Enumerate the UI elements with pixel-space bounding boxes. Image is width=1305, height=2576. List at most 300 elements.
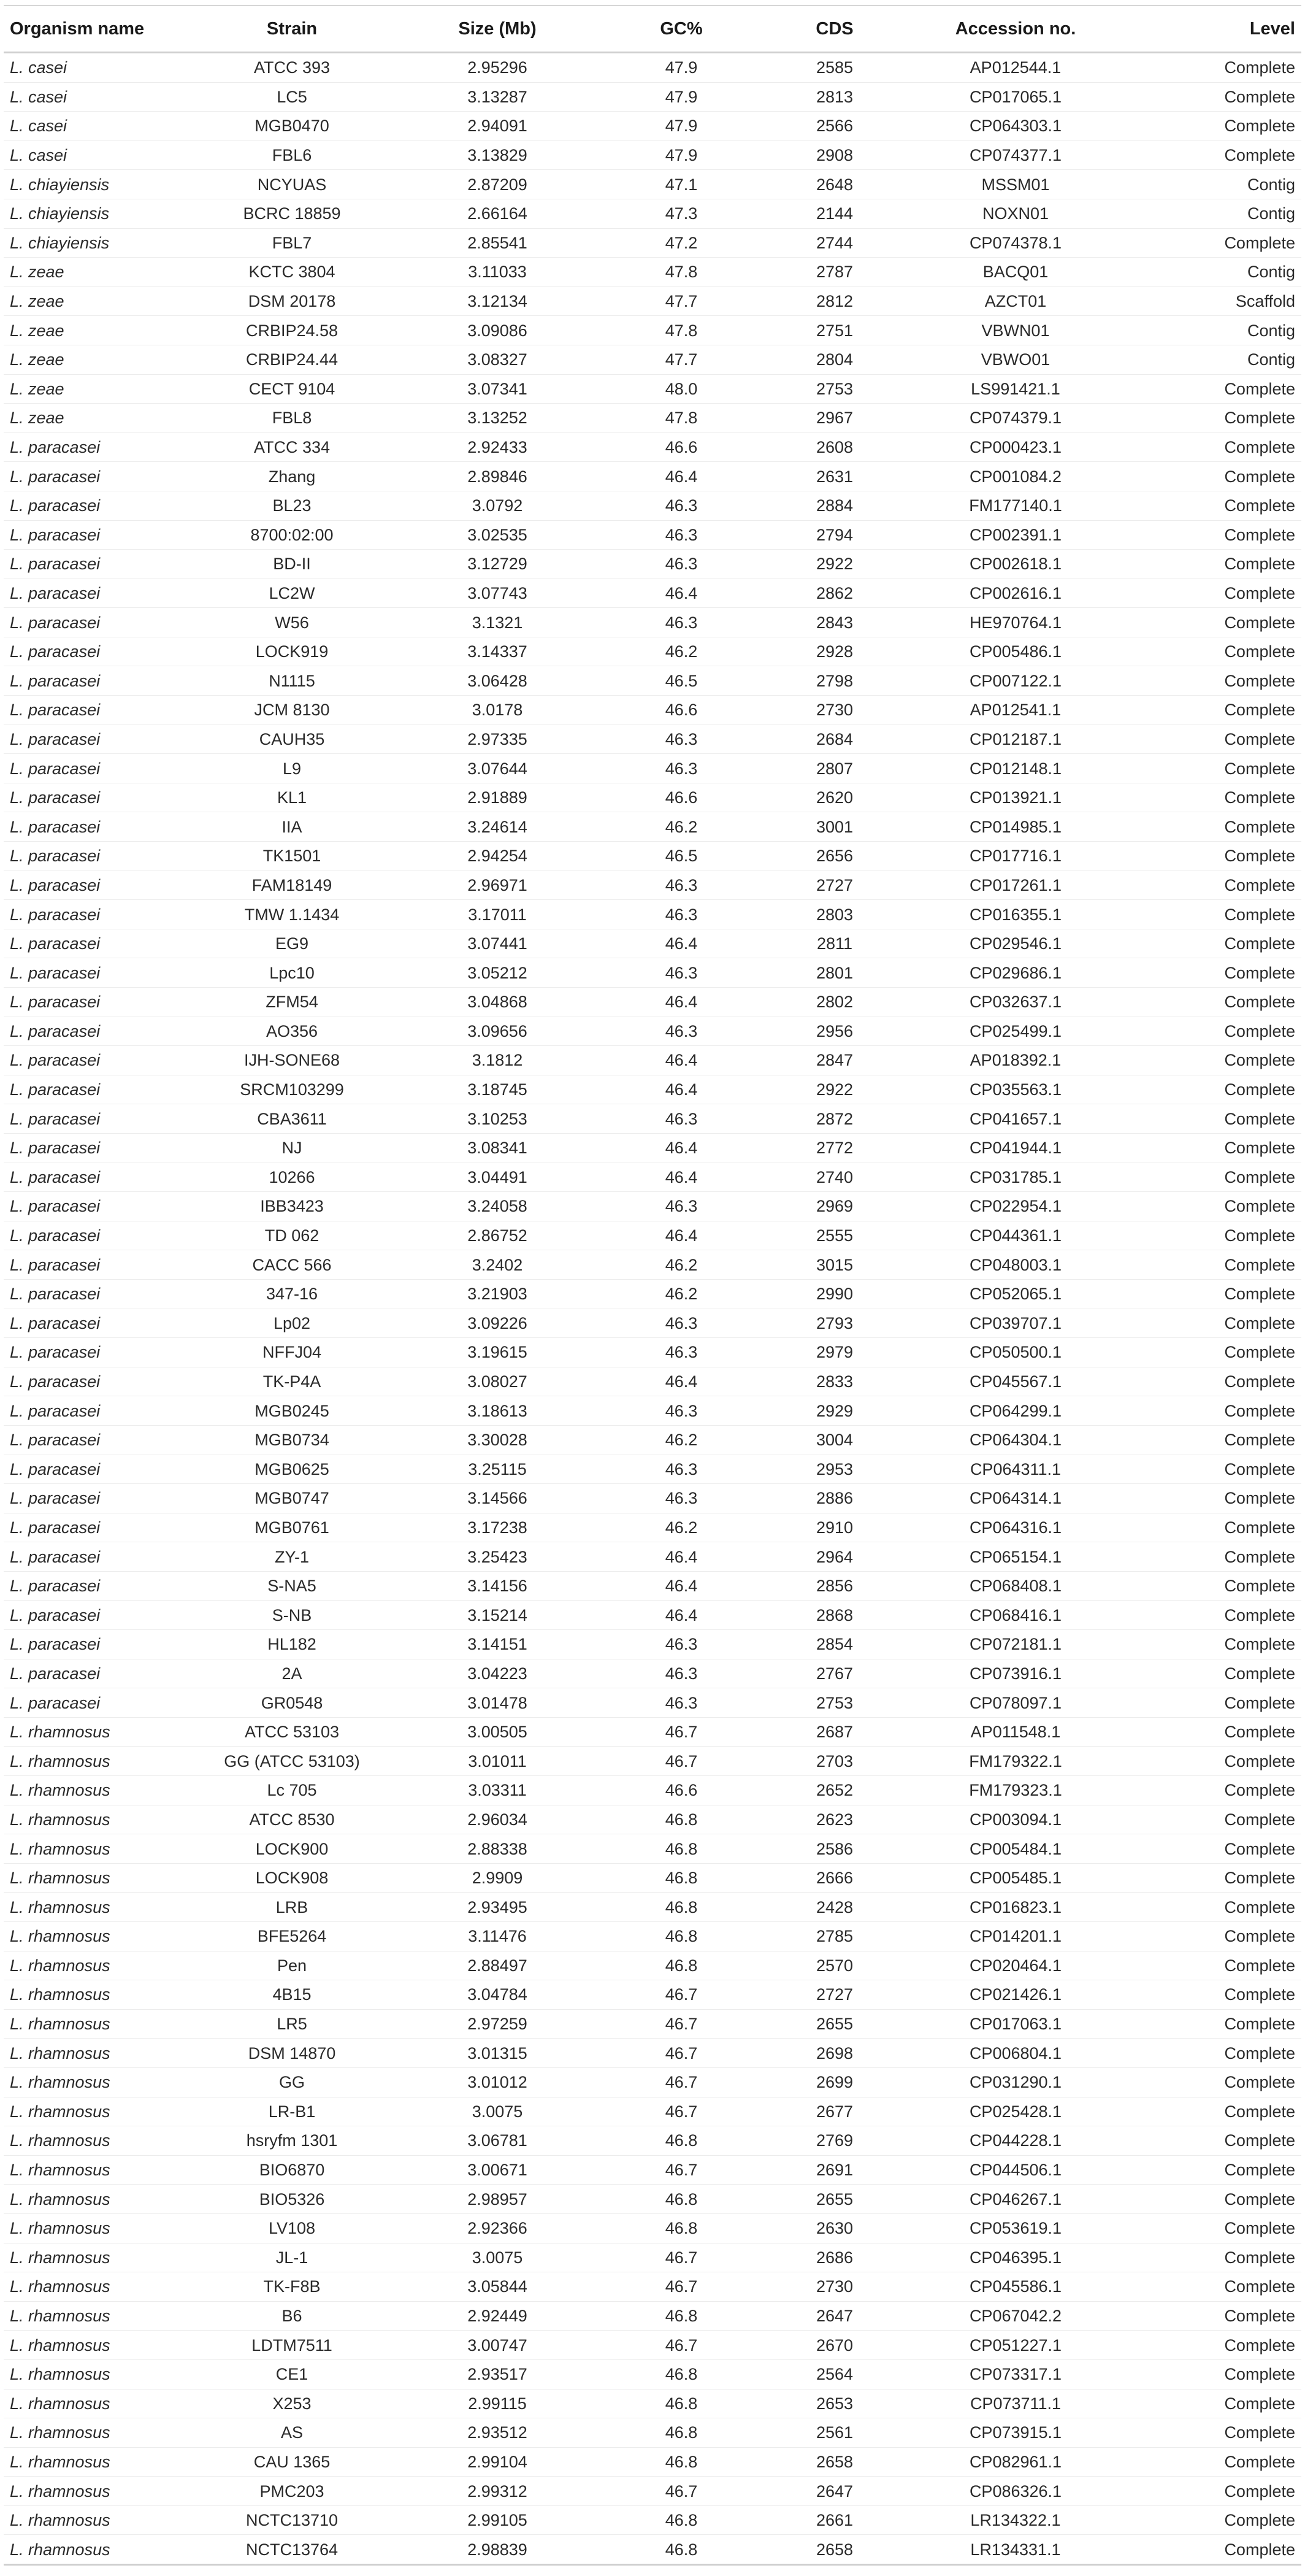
cell-strain: 4B15	[272, 1985, 312, 2004]
cell-accession: CP012148.1	[969, 759, 1062, 778]
cell-level: Complete	[1224, 409, 1295, 428]
cell-cds: 2802	[816, 993, 854, 1012]
cell-accession: CP035563.1	[969, 1080, 1062, 1099]
table-row	[4, 812, 1301, 842]
table-row	[4, 608, 1301, 637]
cell-cds: 2928	[816, 642, 854, 661]
cell-level: Complete	[1224, 1021, 1295, 1040]
cell-accession: CP005485.1	[969, 1869, 1062, 1888]
cell-organism: L. chiayiensis	[10, 204, 110, 223]
cell-level: Complete	[1224, 2190, 1295, 2209]
table-body	[4, 53, 1301, 2565]
cell-strain: NCTC13710	[245, 2511, 339, 2530]
cell-gc: 46.3	[665, 759, 698, 778]
cell-organism: L. paracasei	[10, 1372, 101, 1391]
cell-cds: 2699	[816, 2073, 854, 2092]
cell-level: Complete	[1224, 58, 1295, 77]
cell-level: Complete	[1224, 613, 1295, 632]
cell-gc: 47.9	[665, 58, 698, 77]
cell-cds: 2862	[816, 583, 854, 602]
cell-strain: NFFJ04	[262, 1343, 322, 1362]
cell-organism: L. paracasei	[10, 1343, 101, 1362]
table-row	[4, 462, 1301, 491]
cell-level: Contig	[1247, 204, 1295, 223]
cell-strain: SRCM103299	[240, 1080, 344, 1099]
cell-accession: CP002616.1	[969, 583, 1062, 602]
cell-accession: CP072181.1	[969, 1635, 1062, 1654]
cell-cds: 2666	[816, 1869, 854, 1888]
cell-size: 3.01478	[467, 1693, 527, 1712]
cell-gc: 46.2	[665, 1431, 698, 1450]
cell-cds: 2727	[816, 875, 854, 894]
cell-size: 3.08027	[467, 1372, 527, 1391]
cell-accession: CP064311.1	[970, 1459, 1062, 1478]
table-row	[4, 1163, 1301, 1192]
table-row	[4, 1630, 1301, 1659]
cell-level: Complete	[1224, 1927, 1295, 1946]
cell-strain: DSM 20178	[248, 292, 336, 311]
cell-cds: 2655	[816, 2015, 854, 2034]
table-row	[4, 2272, 1301, 2302]
cell-level: Complete	[1224, 1167, 1295, 1186]
table-row	[4, 871, 1301, 900]
cell-size: 3.17011	[468, 905, 527, 924]
cell-accession: CP031290.1	[969, 2073, 1062, 2092]
cell-organism: L. rhamnosus	[10, 1751, 110, 1771]
header-row	[4, 6, 1301, 53]
cell-size: 3.0792	[472, 496, 523, 515]
cell-accession: CP016823.1	[969, 1897, 1062, 1917]
cell-gc: 46.8	[665, 1810, 698, 1829]
cell-accession: CP003094.1	[969, 1810, 1062, 1829]
table-row	[4, 1338, 1301, 1367]
cell-gc: 46.8	[665, 1897, 698, 1917]
cell-size: 2.99312	[467, 2482, 527, 2501]
cell-accession: CP002618.1	[969, 555, 1062, 574]
cell-gc: 46.3	[665, 1459, 698, 1478]
cell-strain: BCRC 18859	[243, 204, 341, 223]
cell-strain: TK-F8B	[263, 2277, 321, 2296]
cell-gc: 46.4	[665, 1547, 698, 1566]
cell-strain: ZFM54	[266, 993, 318, 1012]
cell-level: Complete	[1224, 2073, 1295, 2092]
cell-size: 3.01012	[467, 2073, 527, 2092]
cell-gc: 47.7	[665, 350, 698, 369]
cell-size: 3.10253	[467, 1109, 527, 1128]
table-row	[4, 1776, 1301, 1805]
cell-strain: LC5	[277, 87, 307, 106]
cell-organism: L. zeae	[10, 409, 64, 428]
cell-organism: L. paracasei	[10, 1313, 101, 1332]
cell-cds: 2703	[816, 1751, 854, 1771]
cell-accession: CP074377.1	[969, 146, 1062, 165]
cell-organism: L. rhamnosus	[10, 2043, 110, 2063]
cell-level: Contig	[1247, 263, 1295, 282]
cell-cds: 2670	[816, 2336, 854, 2355]
cell-accession: AZCT01	[984, 292, 1047, 311]
cell-level: Complete	[1224, 525, 1295, 544]
cell-cds: 2144	[816, 204, 854, 223]
cell-level: Complete	[1224, 2219, 1295, 2238]
table-row	[4, 2067, 1301, 2097]
cell-accession: LR134331.1	[970, 2540, 1061, 2559]
cell-accession: CP045586.1	[969, 2277, 1062, 2296]
cell-strain: GG	[278, 2073, 305, 2092]
cell-gc: 46.8	[665, 2540, 698, 2559]
table-row	[4, 1922, 1301, 1951]
cell-cds: 2793	[816, 1313, 854, 1332]
cell-level: Complete	[1224, 233, 1295, 252]
cell-accession: NOXN01	[982, 204, 1049, 223]
cell-accession: CP013921.1	[969, 788, 1062, 807]
cell-organism: L. paracasei	[10, 847, 101, 866]
cell-gc: 46.8	[665, 2131, 698, 2150]
cell-accession: CP074378.1	[969, 233, 1062, 252]
table-row	[4, 1104, 1301, 1134]
cell-size: 3.25115	[468, 1459, 527, 1478]
cell-size: 3.07644	[467, 759, 527, 778]
table-row	[4, 783, 1301, 812]
cell-accession: CP052065.1	[969, 1285, 1062, 1304]
table-row	[4, 199, 1301, 228]
cell-organism: L. zeae	[10, 321, 64, 340]
cell-strain: FAM18149	[251, 875, 332, 894]
cell-size: 3.09656	[467, 1021, 527, 1040]
cell-accession: CP025428.1	[969, 2102, 1062, 2121]
cell-gc: 46.2	[665, 1255, 698, 1274]
cell-level: Complete	[1224, 847, 1295, 866]
cell-gc: 46.4	[665, 993, 698, 1012]
cell-organism: L. paracasei	[10, 993, 101, 1012]
table-row	[4, 2097, 1301, 2126]
cell-cds: 2740	[816, 1167, 854, 1186]
cell-accession: CP001084.2	[969, 467, 1062, 486]
cell-gc: 46.2	[665, 817, 698, 836]
cell-strain: LR5	[277, 2015, 307, 2034]
cell-strain: ATCC 393	[253, 58, 331, 77]
table-row	[4, 2301, 1301, 2331]
cell-accession: AP011548.1	[970, 1723, 1061, 1742]
table-row	[4, 842, 1301, 871]
table-row	[4, 1601, 1301, 1630]
table-row	[4, 900, 1301, 929]
cell-cds: 2561	[816, 2423, 854, 2442]
cell-strain: CAUH35	[259, 729, 325, 748]
cell-strain: MGB0625	[254, 1459, 329, 1478]
cell-cds: 2803	[816, 905, 854, 924]
cell-strain: CRBIP24.44	[245, 350, 339, 369]
cell-level: Complete	[1224, 1313, 1295, 1332]
cell-size: 3.11476	[468, 1927, 527, 1946]
cell-accession: CP064314.1	[969, 1489, 1062, 1508]
cell-size: 2.88338	[467, 1839, 527, 1858]
cell-organism: L. paracasei	[10, 1197, 101, 1216]
table-row	[4, 929, 1301, 958]
cell-cds: 2856	[816, 1577, 854, 1596]
cell-cds: 2956	[816, 1021, 854, 1040]
cell-strain: MGB0470	[254, 117, 329, 136]
cell-size: 3.04784	[467, 1985, 527, 2004]
cell-level: Contig	[1247, 175, 1295, 194]
cell-gc: 46.7	[665, 2277, 698, 2296]
table-row	[4, 2359, 1301, 2389]
cell-accession: CP082961.1	[969, 2452, 1062, 2471]
cell-size: 2.99105	[467, 2511, 527, 2530]
column-header-level: Level	[1120, 6, 1301, 53]
cell-cds: 2910	[816, 1518, 854, 1537]
table-row	[4, 1017, 1301, 1046]
cell-gc: 46.8	[665, 2307, 698, 2326]
cell-cds: 2922	[816, 555, 854, 574]
cell-level: Complete	[1224, 438, 1295, 457]
cell-level: Complete	[1224, 1051, 1295, 1070]
cell-level: Contig	[1247, 321, 1295, 340]
cell-gc: 47.9	[665, 87, 698, 106]
table-row	[4, 2505, 1301, 2535]
cell-accession: CP025499.1	[969, 1021, 1062, 1040]
cell-cds: 2730	[816, 2277, 854, 2296]
cell-cds: 2428	[816, 1897, 854, 1917]
cell-level: Complete	[1224, 1109, 1295, 1128]
cell-size: 2.87209	[467, 175, 527, 194]
cell-organism: L. casei	[10, 58, 67, 77]
cell-gc: 46.4	[665, 1051, 698, 1070]
cell-organism: L. paracasei	[10, 438, 101, 457]
cell-organism: L. paracasei	[10, 905, 101, 924]
cell-organism: L. rhamnosus	[10, 1927, 110, 1946]
cell-accession: CP046395.1	[969, 2248, 1062, 2267]
cell-size: 3.24058	[467, 1197, 527, 1216]
cell-strain: hsryfm 1301	[246, 2131, 338, 2150]
cell-cds: 2585	[816, 58, 854, 77]
table-row	[4, 1309, 1301, 1338]
cell-cds: 2620	[816, 788, 854, 807]
cell-size: 3.25423	[467, 1547, 527, 1566]
cell-level: Complete	[1224, 2511, 1295, 2530]
cell-organism: L. paracasei	[10, 642, 101, 661]
cell-organism: L. zeae	[10, 350, 64, 369]
cell-gc: 46.3	[665, 496, 698, 515]
cell-strain: TD 062	[264, 1226, 320, 1245]
cell-size: 3.09086	[467, 321, 527, 340]
cell-level: Complete	[1224, 1459, 1295, 1478]
cell-size: 3.14337	[467, 642, 527, 661]
cell-accession: CP068416.1	[969, 1605, 1062, 1624]
cell-gc: 46.3	[665, 1664, 698, 1683]
cell-level: Complete	[1224, 2365, 1295, 2384]
cell-organism: L. paracasei	[10, 759, 101, 778]
cell-gc: 46.3	[665, 613, 698, 632]
cell-level: Complete	[1224, 1285, 1295, 1304]
table-row	[4, 2331, 1301, 2360]
cell-gc: 46.8	[665, 1869, 698, 1888]
cell-strain: B6	[281, 2307, 302, 2326]
cell-cds: 2691	[816, 2161, 854, 2180]
cell-strain: LOCK919	[255, 642, 329, 661]
cell-organism: L. paracasei	[10, 1489, 101, 1508]
cell-cds: 3015	[816, 1255, 854, 1274]
cell-organism: L. rhamnosus	[10, 2482, 110, 2501]
cell-strain: FBL6	[272, 146, 312, 165]
cell-organism: L. paracasei	[10, 1285, 101, 1304]
cell-cds: 2787	[816, 263, 854, 282]
cell-level: Complete	[1224, 555, 1295, 574]
cell-accession: CP007122.1	[969, 671, 1062, 690]
cell-strain: JL-1	[275, 2248, 308, 2267]
cell-organism: L. paracasei	[10, 1401, 101, 1420]
cell-size: 2.92449	[467, 2307, 527, 2326]
cell-organism: L. rhamnosus	[10, 2248, 110, 2267]
table-row	[4, 550, 1301, 579]
cell-gc: 46.7	[665, 2482, 698, 2501]
cell-cds: 2648	[816, 175, 854, 194]
cell-level: Complete	[1224, 993, 1295, 1012]
cell-strain: TMW 1.1434	[244, 905, 340, 924]
cell-level: Complete	[1224, 905, 1295, 924]
cell-size: 3.06781	[467, 2131, 527, 2150]
cell-accession: CP016355.1	[969, 905, 1062, 924]
cell-accession: AP012541.1	[970, 701, 1062, 720]
cell-size: 2.85541	[467, 233, 527, 252]
cell-level: Complete	[1224, 1226, 1295, 1245]
cell-strain: N1115	[269, 671, 315, 690]
cell-size: 3.14566	[467, 1489, 527, 1508]
cell-level: Complete	[1224, 1080, 1295, 1099]
cell-organism: L. rhamnosus	[10, 2131, 110, 2150]
cell-size: 3.07441	[467, 934, 527, 953]
cell-size: 2.86752	[467, 1226, 527, 1245]
cell-level: Complete	[1224, 1839, 1295, 1858]
cell-organism: L. paracasei	[10, 1459, 101, 1478]
cell-size: 3.13829	[467, 146, 527, 165]
cell-organism: L. rhamnosus	[10, 2394, 110, 2413]
cell-organism: L. paracasei	[10, 671, 101, 690]
table-row	[4, 2243, 1301, 2272]
cell-size: 3.0075	[472, 2248, 523, 2267]
cell-gc: 46.7	[665, 2336, 698, 2355]
table-row	[4, 1367, 1301, 1396]
cell-size: 3.05844	[467, 2277, 527, 2296]
table-row	[4, 2009, 1301, 2039]
table-row	[4, 1192, 1301, 1221]
cell-strain: MGB0747	[254, 1489, 329, 1508]
cell-organism: L. rhamnosus	[10, 1810, 110, 1829]
cell-organism: L. paracasei	[10, 1664, 101, 1683]
cell-level: Complete	[1224, 2161, 1295, 2180]
table-row	[4, 2155, 1301, 2185]
table-row	[4, 958, 1301, 988]
table-row	[4, 286, 1301, 316]
cell-accession: CP064304.1	[969, 1431, 1062, 1450]
cell-size: 3.06428	[467, 671, 527, 690]
cell-cds: 2744	[816, 233, 854, 252]
cell-organism: L. paracasei	[10, 1577, 101, 1596]
cell-gc: 47.1	[665, 175, 698, 194]
cell-gc: 46.3	[665, 1343, 698, 1362]
cell-organism: L. rhamnosus	[10, 1781, 110, 1800]
cell-accession: CP073711.1	[970, 2394, 1062, 2413]
cell-accession: CP086326.1	[969, 2482, 1062, 2501]
cell-accession: CP048003.1	[969, 1255, 1062, 1274]
cell-strain: BFE5264	[257, 1927, 327, 1946]
cell-level: Complete	[1224, 788, 1295, 807]
cell-gc: 46.3	[665, 963, 698, 982]
cell-level: Contig	[1247, 350, 1295, 369]
cell-cds: 2623	[816, 1810, 854, 1829]
cell-gc: 47.7	[665, 292, 698, 311]
cell-organism: L. rhamnosus	[10, 1985, 110, 2004]
cell-cds: 2843	[816, 613, 854, 632]
cell-strain: CE1	[275, 2365, 308, 2384]
table-row	[4, 345, 1301, 374]
cell-gc: 46.3	[665, 1021, 698, 1040]
cell-accession: CP067042.2	[969, 2307, 1062, 2326]
cell-strain: AO356	[266, 1021, 318, 1040]
cell-strain: Lc 705	[267, 1781, 317, 1800]
table-row	[4, 988, 1301, 1017]
cell-strain: ATCC 53103	[244, 1723, 340, 1742]
cell-level: Complete	[1224, 1343, 1295, 1362]
cell-gc: 46.8	[665, 1839, 698, 1858]
cell-accession: CP073916.1	[969, 1664, 1062, 1683]
cell-accession: CP032637.1	[969, 993, 1062, 1012]
cell-strain: X253	[272, 2394, 312, 2413]
cell-level: Complete	[1224, 934, 1295, 953]
cell-level: Complete	[1224, 1810, 1295, 1829]
cell-gc: 46.2	[665, 642, 698, 661]
cell-accession: FM179323.1	[969, 1781, 1062, 1800]
cell-cds: 2564	[816, 2365, 854, 2384]
cell-organism: L. zeae	[10, 292, 64, 311]
cell-level: Complete	[1224, 1547, 1295, 1566]
cell-accession: CP041944.1	[969, 1139, 1062, 1158]
cell-size: 3.18745	[467, 1080, 527, 1099]
cell-size: 3.08341	[467, 1139, 527, 1158]
table-row	[4, 170, 1301, 199]
cell-organism: L. paracasei	[10, 583, 101, 602]
cell-organism: L. paracasei	[10, 1255, 101, 1274]
cell-organism: L. paracasei	[10, 1167, 101, 1186]
cell-size: 3.13287	[467, 87, 527, 106]
cell-strain: 347-16	[266, 1285, 318, 1304]
cell-gc: 46.3	[665, 1401, 698, 1420]
cell-accession: CP045567.1	[969, 1372, 1062, 1391]
cell-level: Complete	[1224, 2540, 1295, 2559]
cell-size: 2.93495	[467, 1897, 527, 1917]
cell-cds: 2608	[816, 438, 854, 457]
table-row	[4, 1717, 1301, 1747]
cell-level: Complete	[1224, 875, 1295, 894]
table-row	[4, 1893, 1301, 1922]
cell-cds: 2656	[816, 847, 854, 866]
cell-strain: CACC 566	[252, 1255, 332, 1274]
column-header-gc: GC%	[605, 6, 758, 53]
cell-level: Complete	[1224, 671, 1295, 690]
cell-size: 2.9909	[472, 1869, 523, 1888]
cell-strain: GR0548	[261, 1693, 323, 1712]
cell-cds: 2813	[816, 87, 854, 106]
cell-cds: 2908	[816, 146, 854, 165]
cell-gc: 46.8	[665, 1927, 698, 1946]
cell-size: 3.0178	[472, 701, 523, 720]
cell-strain: IJH-SONE68	[243, 1051, 340, 1070]
cell-level: Complete	[1224, 817, 1295, 836]
cell-cds: 2698	[816, 2043, 854, 2063]
cell-level: Complete	[1224, 2482, 1295, 2501]
cell-accession: MSSM01	[981, 175, 1050, 194]
cell-cds: 3001	[816, 817, 854, 836]
cell-gc: 46.4	[665, 1605, 698, 1624]
